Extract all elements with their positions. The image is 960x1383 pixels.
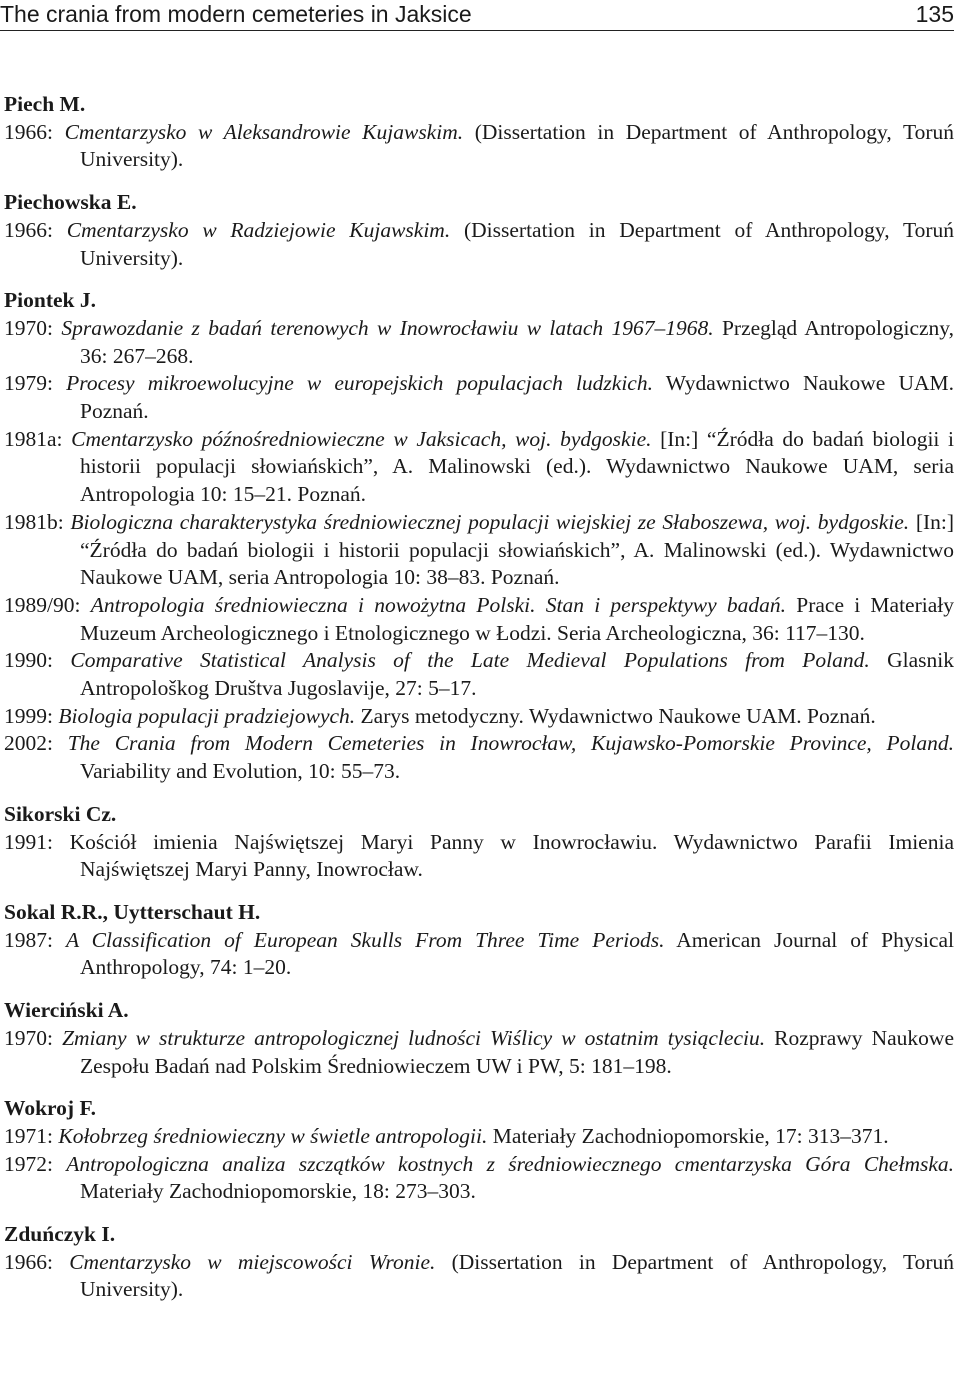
reference-author-block [4, 801, 954, 884]
reference-year: 1989/90: [4, 592, 81, 617]
reference-title: Antropologiczna analiza szczątków kostnych z średniowiecznego cmentarzyska Góra Chełmska. [66, 1151, 955, 1176]
reference-year: 1970: [4, 1025, 53, 1050]
reference-title: Procesy mikroewolucyjne w europejskich populacjach ludzkich. [66, 371, 653, 396]
reference-source: (Dissertation in Department of Anthropology, Toruń University). [80, 1249, 955, 1302]
reference-title: A Classification of European Skulls From Three Time Periods. [65, 927, 665, 952]
reference-entry [4, 1249, 954, 1304]
reference-year: 2002: [4, 731, 53, 756]
reference-author: Piech M. [4, 92, 86, 116]
reference-list [4, 91, 954, 1319]
reference-year: 1966: [4, 217, 53, 242]
reference-year: 1970: [4, 315, 53, 340]
reference-year: 1991: [4, 829, 53, 854]
reference-year: 1981a: [4, 426, 63, 451]
reference-entry [4, 592, 954, 647]
reference-entry [4, 509, 954, 592]
reference-entry [4, 426, 954, 509]
reference-source: Materiały Zachodniopomorskie, 17: 313–371. [492, 1123, 889, 1148]
reference-author: Zduńczyk I. [4, 1222, 116, 1247]
reference-title: Cmentarzysko w Radziejowie Kujawskim. [66, 217, 451, 242]
reference-author: Sokal R.R., Uytterschaut H. [4, 899, 261, 924]
reference-author-block [4, 1221, 954, 1304]
reference-year: 1966: [4, 1249, 53, 1274]
reference-source: American Journal of Physical Anthropology, 74: 1–20. [80, 927, 954, 980]
reference-entry [4, 927, 954, 982]
reference-author-block [4, 997, 954, 1080]
reference-title: Sprawozdanie z badań terenowych w Inowrocławiu w latach 1967–1968. [61, 315, 714, 340]
running-title: The crania from modern cemeteries in Jaksice [0, 1, 472, 27]
reference-author: Piechowska E. [4, 190, 137, 215]
reference-source: (Dissertation in Department of Anthropology, Toruń University). [80, 217, 955, 270]
reference-entry [4, 647, 954, 702]
reference-title: Cmentarzysko w Aleksandrowie Kujawskim. [64, 119, 464, 144]
reference-entry [4, 370, 954, 425]
reference-source: [In:] “Źródła do badań biologii i historii populacji słowiańskich”, A. Malinowski (ed.). Wydawnictwo Naukowe UAM, seria Antropologia 10: 38–83. Poznań. [80, 509, 955, 590]
reference-source: Rozprawy Naukowe Zespołu Badań nad Polskim Średniowieczem UW i PW, 5: 181–198. [80, 1025, 954, 1078]
reference-year: 1990: [4, 648, 53, 673]
reference-author-block [4, 287, 954, 786]
reference-year: 1971: [4, 1123, 53, 1148]
reference-author-block [4, 899, 954, 982]
reference-author: Sikorski Cz. [4, 801, 117, 826]
reference-title: Cmentarzysko późnośredniowieczne w Jaksicach, woj. bydgoskie. [71, 426, 652, 451]
reference-year: 1966: [4, 119, 53, 144]
reference-title: Comparative Statistical Analysis of the Late Medieval Populations from Poland. [70, 648, 870, 673]
reference-author-block [4, 189, 954, 272]
reference-title: Kołobrzeg średniowieczny w świetle antropologii. [58, 1123, 488, 1148]
reference-entry [4, 1151, 954, 1206]
reference-source: Materiały Zachodniopomorskie, 18: 273–303. [80, 1179, 476, 1204]
reference-title: Biologiczna charakterystyka średniowiecznej populacji wiejskiej ze Słaboszewa, woj. bydgoskie. [70, 509, 910, 534]
reference-entry [4, 1123, 954, 1151]
reference-year: 1981b: [4, 509, 64, 534]
running-head [0, 0, 954, 31]
reference-entry [4, 703, 954, 731]
reference-source: Prace i Materiały Muzeum Archeologicznego i Etnologicznego w Łodzi. Seria Archeologiczna, 36: 117–130. [80, 592, 955, 645]
reference-year: 1999: [4, 703, 53, 728]
reference-title: Antropologia średniowieczna i nowożytna Polski. Stan i perspektywy badań. [90, 592, 787, 617]
reference-author-block [4, 91, 954, 174]
reference-title: Biologia populacji pradziejowych. [58, 703, 356, 728]
reference-title: The Crania from Modern Cemeteries in Inowrocław, Kujawsko-Pomorskie Province, Poland. [67, 731, 955, 756]
reference-entry [4, 217, 954, 272]
page-number: 135 [915, 1, 954, 27]
reference-year: 1987: [4, 927, 53, 952]
reference-source: Przegląd Antropologiczny, 36: 267–268. [80, 315, 955, 368]
reference-source: Variability and Evolution, 10: 55–73. [80, 759, 401, 784]
reference-author: Piontek J. [4, 288, 96, 313]
reference-title: Zmiany w strukturze antropologicznej ludności Wiślicy w ostatnim tysiącleciu. [62, 1025, 766, 1050]
reference-source: [In:] “Źródła do badań biologii i historii populacji słowiańskich”, A. Malinowski (ed.). Wydawnictwo Naukowe UAM, seria Antropologia 10: 15–21. Poznań. [80, 426, 954, 507]
reference-source: Zarys metodyczny. Wydawnictwo Naukowe UAM. Poznań. [360, 703, 876, 728]
reference-source: Wydawnictwo Naukowe UAM. Poznań. [80, 371, 955, 424]
reference-title: Cmentarzysko w miejscowości Wronie. [69, 1249, 436, 1274]
reference-author: Wierciński A. [4, 998, 129, 1023]
reference-author: Wokroj F. [4, 1096, 96, 1121]
reference-year: 1979: [4, 371, 53, 396]
reference-author-block [4, 1095, 954, 1206]
reference-year: 1972: [4, 1151, 53, 1176]
reference-source: Glasnik Antropološkog Društva Jugoslavije, 27: 5–17. [80, 648, 955, 701]
reference-entry [4, 829, 954, 884]
reference-entry [4, 315, 954, 370]
reference-entry [4, 1025, 954, 1080]
reference-source: Kościół imienia Najświętszej Maryi Panny w Inowrocławiu. Wydawnictwo Parafii Imienia Najświętszej Maryi Panny, Inowrocław. [69, 829, 954, 882]
reference-entry [4, 119, 954, 174]
reference-entry [4, 730, 954, 785]
reference-source: (Dissertation in Department of Anthropology, Toruń University). [80, 119, 954, 172]
